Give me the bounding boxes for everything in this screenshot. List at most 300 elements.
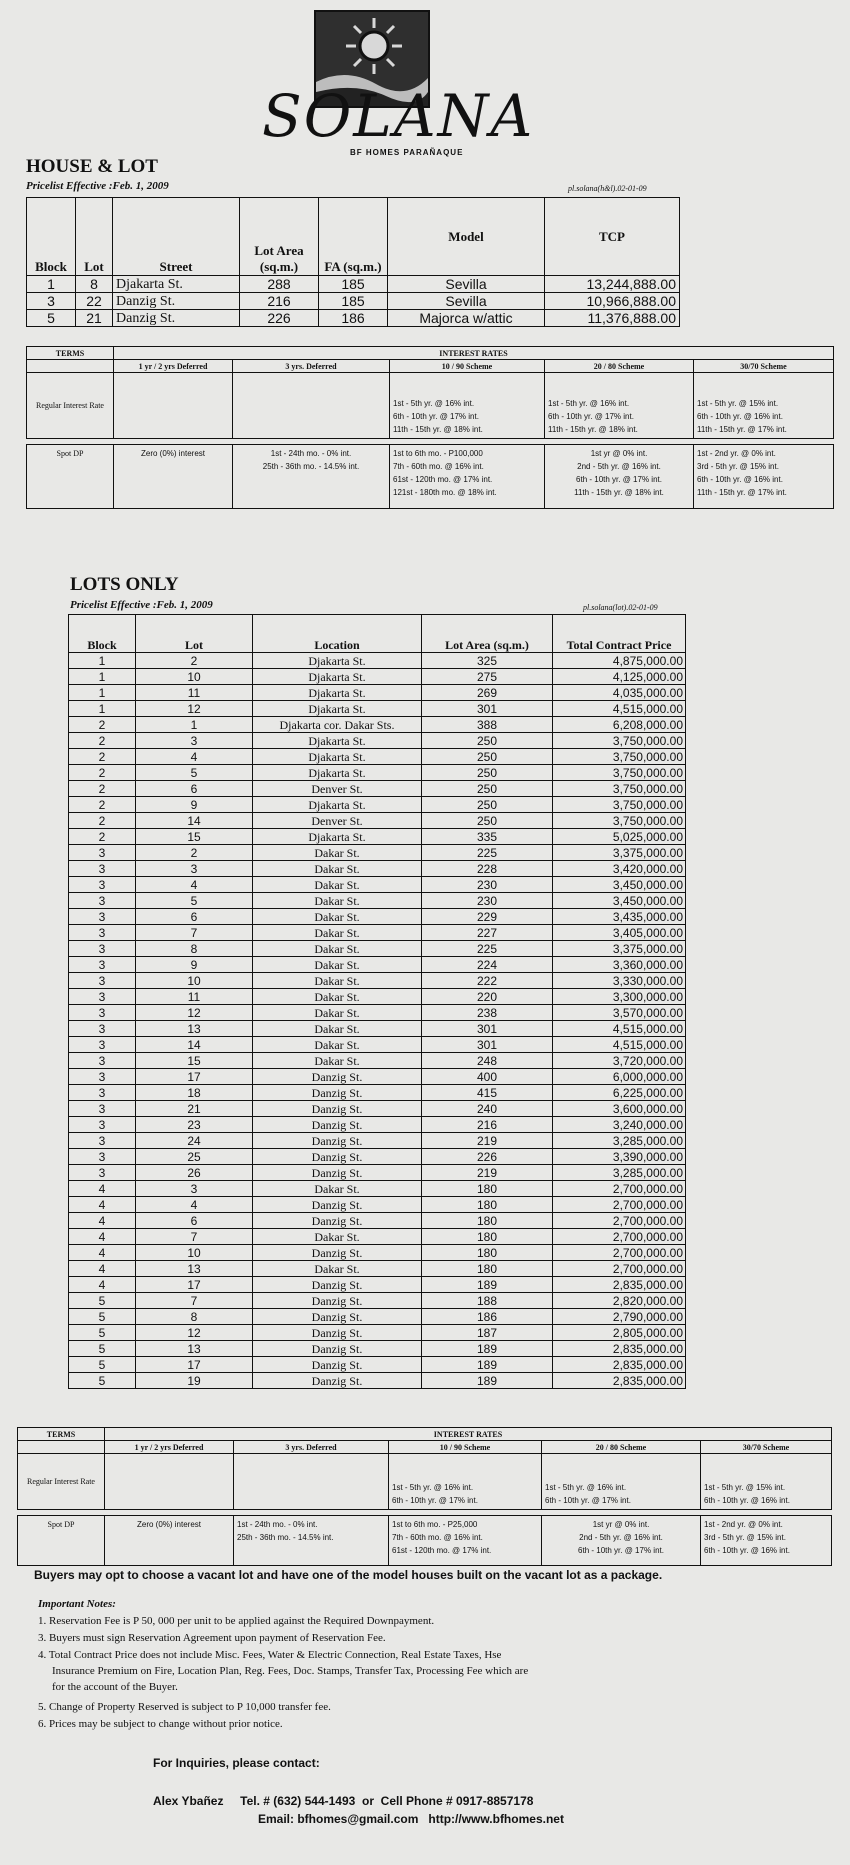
block-cell: 1 — [69, 701, 136, 717]
location-cell: Djakarta St. — [253, 733, 422, 749]
block-cell: 4 — [69, 1261, 136, 1277]
lot-row — [69, 1341, 686, 1357]
lot-area-cell: 180 — [422, 1213, 553, 1229]
col-30-70-scheme: 30/70 Scheme — [701, 1441, 832, 1454]
location-cell: Denver St. — [253, 813, 422, 829]
lot-cell: 19 — [136, 1373, 253, 1389]
street-cell: Djakarta St. — [113, 276, 240, 293]
col-3yrs-deferred: 3 yrs. Deferred — [234, 1441, 389, 1454]
lot-row — [69, 749, 686, 765]
price-cell: 6,208,000.00 — [553, 717, 686, 733]
house-lot-title: HOUSE & LOT — [26, 156, 158, 177]
block-cell: 5 — [69, 1341, 136, 1357]
location-cell: Dakar St. — [253, 957, 422, 973]
spot-dp-label: Spot DP — [27, 445, 114, 509]
location-cell: Danzig St. — [253, 1357, 422, 1373]
col-location: Location — [253, 615, 422, 653]
lot-row — [69, 1021, 686, 1037]
location-cell: Denver St. — [253, 781, 422, 797]
lot-row — [69, 909, 686, 925]
lot-cell: 7 — [136, 1229, 253, 1245]
lot-cell: 8 — [136, 1309, 253, 1325]
lot-area-cell: 335 — [422, 829, 553, 845]
lot-area-cell: 250 — [422, 733, 553, 749]
block-cell: 2 — [69, 797, 136, 813]
block-cell: 3 — [69, 1149, 136, 1165]
regular-interest-label: Regular Interest Rate — [27, 373, 114, 439]
lot-row — [69, 669, 686, 685]
col-10-90-scheme: 10 / 90 Scheme — [390, 360, 545, 373]
price-cell: 3,750,000.00 — [553, 765, 686, 781]
spot-cell: Zero (0%) interest — [105, 1516, 234, 1566]
block-cell: 4 — [69, 1181, 136, 1197]
lot-row — [69, 861, 686, 877]
lot-area-cell: 230 — [422, 877, 553, 893]
lot-area-cell: 229 — [422, 909, 553, 925]
lots-only-title: LOTS ONLY — [70, 574, 179, 595]
lot-cell: 21 — [136, 1101, 253, 1117]
block-cell: 2 — [69, 829, 136, 845]
price-cell: 3,450,000.00 — [553, 877, 686, 893]
lot-row — [69, 1357, 686, 1373]
regular-cell: 1st - 5th yr. @ 16% int. 6th - 10th yr. @ 17% int. — [389, 1454, 542, 1510]
block-cell: 3 — [27, 293, 76, 310]
note-item: for the account of the Buyer. — [52, 1681, 178, 1693]
lot-row — [69, 1325, 686, 1341]
col-20-80-scheme: 20 / 80 Scheme — [542, 1441, 701, 1454]
block-cell: 2 — [69, 717, 136, 733]
block-cell: 3 — [69, 1037, 136, 1053]
block-cell: 3 — [69, 1021, 136, 1037]
lot-row — [69, 941, 686, 957]
lot-row — [69, 1261, 686, 1277]
tcp-cell: 13,244,888.00 — [545, 276, 680, 293]
price-cell: 2,835,000.00 — [553, 1341, 686, 1357]
price-cell: 2,820,000.00 — [553, 1293, 686, 1309]
terms-table-lots — [17, 1427, 832, 1566]
lot-area-cell: 388 — [422, 717, 553, 733]
spot-cell: 1st - 24th mo. - 0% int. 25th - 36th mo. - 14.5% int. — [234, 1516, 389, 1566]
location-cell: Dakar St. — [253, 845, 422, 861]
col-block: Block — [27, 198, 76, 276]
location-cell: Dakar St. — [253, 1181, 422, 1197]
location-cell: Dakar St. — [253, 925, 422, 941]
logo-subtitle: BF HOMES PARAÑAQUE — [350, 148, 464, 157]
lot-row — [69, 717, 686, 733]
price-cell: 2,700,000.00 — [553, 1245, 686, 1261]
lot-cell: 24 — [136, 1133, 253, 1149]
lot-row — [69, 797, 686, 813]
lot-cell: 1 — [136, 717, 253, 733]
location-cell: Djakarta St. — [253, 701, 422, 717]
lot-cell: 12 — [136, 1325, 253, 1341]
lot-row — [69, 1117, 686, 1133]
lot-row — [69, 1181, 686, 1197]
note-item: 3. Buyers must sign Reservation Agreement upon payment of Reservation Fee. — [38, 1632, 386, 1644]
block-cell: 3 — [69, 973, 136, 989]
location-cell: Dakar St. — [253, 1229, 422, 1245]
block-cell: 1 — [69, 669, 136, 685]
lot-area-cell: 187 — [422, 1325, 553, 1341]
lot-cell: 5 — [136, 893, 253, 909]
note-item: Insurance Premium on Fire, Location Plan, Reg. Fees, Doc. Stamps, Transfer Tax, Processing Fee which are — [52, 1665, 529, 1677]
location-cell: Dakar St. — [253, 893, 422, 909]
lot-cell: 4 — [136, 1197, 253, 1213]
location-cell: Dakar St. — [253, 1261, 422, 1277]
price-cell: 3,750,000.00 — [553, 781, 686, 797]
lots-only-ref-code: pl.solana(lot).02-01-09 — [583, 603, 658, 612]
col-30-70-scheme: 30/70 Scheme — [694, 360, 834, 373]
lot-area-cell: 189 — [422, 1341, 553, 1357]
block-cell: 3 — [69, 1069, 136, 1085]
price-cell: 5,025,000.00 — [553, 829, 686, 845]
location-cell: Danzig St. — [253, 1197, 422, 1213]
regular-interest-row — [27, 373, 834, 439]
model-cell: Sevilla — [388, 276, 545, 293]
lot-row — [69, 701, 686, 717]
col-model: Model — [388, 198, 545, 276]
tcp-cell: 10,966,888.00 — [545, 293, 680, 310]
price-cell: 2,835,000.00 — [553, 1357, 686, 1373]
location-cell: Danzig St. — [253, 1133, 422, 1149]
price-cell: 3,750,000.00 — [553, 733, 686, 749]
col-lot-area: Lot Area (sq.m.) — [422, 615, 553, 653]
lot-area-cell: 400 — [422, 1069, 553, 1085]
lot-area-cell: 301 — [422, 1021, 553, 1037]
price-cell: 3,375,000.00 — [553, 941, 686, 957]
regular-cell: 1st - 5th yr. @ 16% int. 6th - 10th yr. @ 17% int. 11th - 15th yr. @ 18% int. — [390, 373, 545, 439]
regular-cell: 1st - 5th yr. @ 16% int. 6th - 10th yr. @ 17% int. — [542, 1454, 701, 1510]
price-cell: 3,285,000.00 — [553, 1133, 686, 1149]
block-cell: 3 — [69, 1053, 136, 1069]
lot-area-cell: 227 — [422, 925, 553, 941]
lot-area-cell: 325 — [422, 653, 553, 669]
lot-area-cell: 301 — [422, 1037, 553, 1053]
col-lot-area: Lot Area (sq.m.) — [240, 198, 319, 276]
contact-email-line: Email: bfhomes@gmail.com http://www.bfhomes.net — [258, 1812, 564, 1826]
lot-cell: 13 — [136, 1261, 253, 1277]
lot-area-cell: 180 — [422, 1245, 553, 1261]
block-cell: 3 — [69, 1165, 136, 1181]
col-1-2yrs-deferred: 1 yr / 2 yrs Deferred — [114, 360, 233, 373]
lot-cell: 12 — [136, 701, 253, 717]
lot-cell: 9 — [136, 797, 253, 813]
price-cell: 3,435,000.00 — [553, 909, 686, 925]
lot-area-cell: 216 — [422, 1117, 553, 1133]
lot-row — [69, 1165, 686, 1181]
lot-cell: 13 — [136, 1341, 253, 1357]
block-cell: 1 — [69, 685, 136, 701]
spot-cell: 1st - 2nd yr. @ 0% int. 3rd - 5th yr. @ 15% int. 6th - 10th yr. @ 16% int. 11th - 15th yr. @ 17% int. — [694, 445, 834, 509]
interest-rates-label: INTEREST RATES — [114, 347, 834, 360]
block-cell: 5 — [69, 1293, 136, 1309]
fa-cell: 185 — [319, 293, 388, 310]
package-note: Buyers may opt to choose a vacant lot and have one of the model houses built on the vacant lot as a package. — [34, 1568, 663, 1582]
lot-area-cell: 238 — [422, 1005, 553, 1021]
col-1-2yrs-deferred: 1 yr / 2 yrs Deferred — [105, 1441, 234, 1454]
location-cell: Dakar St. — [253, 941, 422, 957]
price-cell: 3,420,000.00 — [553, 861, 686, 877]
lot-row — [69, 781, 686, 797]
price-cell: 2,700,000.00 — [553, 1229, 686, 1245]
street-cell: Danzig St. — [113, 310, 240, 327]
lot-cell: 22 — [76, 293, 113, 310]
lot-area-cell: 228 — [422, 861, 553, 877]
block-cell: 3 — [69, 893, 136, 909]
lot-area-cell: 186 — [422, 1309, 553, 1325]
price-cell: 3,240,000.00 — [553, 1117, 686, 1133]
price-cell: 3,285,000.00 — [553, 1165, 686, 1181]
block-cell: 5 — [69, 1373, 136, 1389]
price-cell: 3,450,000.00 — [553, 893, 686, 909]
price-cell: 2,700,000.00 — [553, 1213, 686, 1229]
lot-area-cell: 180 — [422, 1261, 553, 1277]
location-cell: Dakar St. — [253, 909, 422, 925]
location-cell: Dakar St. — [253, 989, 422, 1005]
lot-cell: 14 — [136, 1037, 253, 1053]
location-cell: Danzig St. — [253, 1373, 422, 1389]
lot-row — [69, 813, 686, 829]
lot-row — [69, 1005, 686, 1021]
lot-area-cell: 222 — [422, 973, 553, 989]
lot-area-cell: 415 — [422, 1085, 553, 1101]
location-cell: Danzig St. — [253, 1085, 422, 1101]
block-cell: 4 — [69, 1229, 136, 1245]
lot-cell: 15 — [136, 829, 253, 845]
model-cell: Sevilla — [388, 293, 545, 310]
lot-cell: 18 — [136, 1085, 253, 1101]
lot-row — [69, 1053, 686, 1069]
price-cell: 3,720,000.00 — [553, 1053, 686, 1069]
price-cell: 3,750,000.00 — [553, 813, 686, 829]
price-cell: 3,390,000.00 — [553, 1149, 686, 1165]
block-cell: 4 — [69, 1197, 136, 1213]
lot-cell: 8 — [76, 276, 113, 293]
interest-rates-label: INTEREST RATES — [105, 1428, 832, 1441]
block-cell: 5 — [69, 1309, 136, 1325]
lot-row — [69, 733, 686, 749]
terms-label: TERMS — [27, 347, 114, 360]
lot-row — [69, 1133, 686, 1149]
lot-cell: 17 — [136, 1357, 253, 1373]
house-lot-table — [26, 197, 680, 327]
lot-cell: 10 — [136, 1245, 253, 1261]
lot-cell: 5 — [136, 765, 253, 781]
lot-area-cell: 220 — [422, 989, 553, 1005]
block-cell: 3 — [69, 845, 136, 861]
note-item: 4. Total Contract Price does not include Misc. Fees, Water & Electric Connection, Real Estate Taxes, Hse — [38, 1649, 502, 1661]
price-cell: 3,570,000.00 — [553, 1005, 686, 1021]
price-cell: 2,700,000.00 — [553, 1261, 686, 1277]
important-notes-title: Important Notes: — [38, 1598, 116, 1610]
lot-area-cell: 250 — [422, 781, 553, 797]
location-cell: Danzig St. — [253, 1101, 422, 1117]
lot-row — [69, 1085, 686, 1101]
street-cell: Danzig St. — [113, 293, 240, 310]
price-cell: 2,700,000.00 — [553, 1197, 686, 1213]
location-cell: Dakar St. — [253, 1005, 422, 1021]
lots-header-row — [69, 615, 686, 653]
fa-cell: 185 — [319, 276, 388, 293]
lot-area-cell: 189 — [422, 1277, 553, 1293]
location-cell: Dakar St. — [253, 973, 422, 989]
price-cell: 3,750,000.00 — [553, 797, 686, 813]
block-cell: 3 — [69, 877, 136, 893]
block-cell: 3 — [69, 1101, 136, 1117]
price-cell: 3,300,000.00 — [553, 989, 686, 1005]
lot-cell: 6 — [136, 781, 253, 797]
location-cell: Djakarta St. — [253, 749, 422, 765]
lot-cell: 17 — [136, 1069, 253, 1085]
lot-row — [69, 1229, 686, 1245]
location-cell: Djakarta St. — [253, 797, 422, 813]
tcp-cell: 11,376,888.00 — [545, 310, 680, 327]
lot-area-cell: 226 — [240, 310, 319, 327]
lot-cell: 10 — [136, 973, 253, 989]
location-cell: Dakar St. — [253, 1037, 422, 1053]
price-cell: 4,125,000.00 — [553, 669, 686, 685]
regular-interest-row — [18, 1454, 832, 1510]
col-lot: Lot — [76, 198, 113, 276]
logo-wordmark: SOLANA — [262, 82, 535, 150]
lot-area-cell: 248 — [422, 1053, 553, 1069]
price-cell: 3,750,000.00 — [553, 749, 686, 765]
lot-row — [69, 1149, 686, 1165]
house-lot-row — [27, 293, 680, 310]
lot-row — [69, 989, 686, 1005]
price-cell: 2,790,000.00 — [553, 1309, 686, 1325]
lot-area-cell: 180 — [422, 1181, 553, 1197]
price-cell: 4,875,000.00 — [553, 653, 686, 669]
lot-cell: 11 — [136, 989, 253, 1005]
lot-area-cell: 269 — [422, 685, 553, 701]
lot-cell: 4 — [136, 877, 253, 893]
lot-area-cell: 224 — [422, 957, 553, 973]
block-cell: 3 — [69, 925, 136, 941]
lot-row — [69, 925, 686, 941]
location-cell: Danzig St. — [253, 1341, 422, 1357]
note-item: 5. Change of Property Reserved is subject to P 10,000 transfer fee. — [38, 1701, 331, 1713]
lot-cell: 6 — [136, 909, 253, 925]
spot-dp-row — [27, 445, 834, 509]
location-cell: Danzig St. — [253, 1069, 422, 1085]
col-3yrs-deferred: 3 yrs. Deferred — [233, 360, 390, 373]
lot-row — [69, 973, 686, 989]
lot-row — [69, 893, 686, 909]
location-cell: Danzig St. — [253, 1309, 422, 1325]
lot-row — [69, 1245, 686, 1261]
spot-cell: 1st yr @ 0% int. 2nd - 5th yr. @ 16% int. 6th - 10th yr. @ 17% int. — [542, 1516, 701, 1566]
terms-table-house-lot — [26, 346, 834, 509]
lot-area-cell: 288 — [240, 276, 319, 293]
price-cell: 3,405,000.00 — [553, 925, 686, 941]
lot-area-cell: 180 — [422, 1197, 553, 1213]
lot-row — [69, 829, 686, 845]
lot-area-cell: 301 — [422, 701, 553, 717]
location-cell: Dakar St. — [253, 877, 422, 893]
spot-cell: 1st - 24th mo. - 0% int. 25th - 36th mo. - 14.5% int. — [233, 445, 390, 509]
lot-row — [69, 1037, 686, 1053]
lot-row — [69, 957, 686, 973]
location-cell: Djakarta St. — [253, 669, 422, 685]
lot-cell: 2 — [136, 653, 253, 669]
lot-cell: 21 — [76, 310, 113, 327]
price-cell: 3,600,000.00 — [553, 1101, 686, 1117]
price-cell: 3,375,000.00 — [553, 845, 686, 861]
location-cell: Djakarta cor. Dakar Sts. — [253, 717, 422, 733]
regular-cell — [114, 373, 233, 439]
lot-area-cell: 219 — [422, 1165, 553, 1181]
fa-cell: 186 — [319, 310, 388, 327]
lot-area-cell: 250 — [422, 765, 553, 781]
lot-cell: 7 — [136, 1293, 253, 1309]
note-item: 6. Prices may be subject to change without prior notice. — [38, 1718, 283, 1730]
lot-cell: 25 — [136, 1149, 253, 1165]
spot-cell: Zero (0%) interest — [114, 445, 233, 509]
spot-dp-row — [18, 1516, 832, 1566]
lot-area-cell: 250 — [422, 797, 553, 813]
model-cell: Majorca w/attic — [388, 310, 545, 327]
lot-row — [69, 1213, 686, 1229]
price-cell: 3,330,000.00 — [553, 973, 686, 989]
lot-cell: 3 — [136, 733, 253, 749]
regular-cell — [234, 1454, 389, 1510]
lot-row — [69, 1293, 686, 1309]
lot-area-cell: 219 — [422, 1133, 553, 1149]
block-cell: 4 — [69, 1213, 136, 1229]
col-tcp: TCP — [545, 198, 680, 276]
location-cell: Dakar St. — [253, 1021, 422, 1037]
lot-cell: 15 — [136, 1053, 253, 1069]
lot-area-cell: 189 — [422, 1357, 553, 1373]
lot-cell: 3 — [136, 861, 253, 877]
block-cell: 3 — [69, 1085, 136, 1101]
block-cell: 4 — [69, 1277, 136, 1293]
lot-cell: 10 — [136, 669, 253, 685]
terms-label: TERMS — [18, 1428, 105, 1441]
regular-cell: 1st - 5th yr. @ 15% int. 6th - 10th yr. @ 16% int. 11th - 15th yr. @ 17% int. — [694, 373, 834, 439]
lot-area-cell: 275 — [422, 669, 553, 685]
price-cell: 6,225,000.00 — [553, 1085, 686, 1101]
lot-row — [69, 1197, 686, 1213]
lot-area-cell: 230 — [422, 893, 553, 909]
block-cell: 2 — [69, 765, 136, 781]
location-cell: Danzig St. — [253, 1165, 422, 1181]
price-cell: 6,000,000.00 — [553, 1069, 686, 1085]
lot-cell: 9 — [136, 957, 253, 973]
lot-cell: 17 — [136, 1277, 253, 1293]
location-cell: Danzig St. — [253, 1245, 422, 1261]
lot-row — [69, 1309, 686, 1325]
location-cell: Danzig St. — [253, 1325, 422, 1341]
lots-only-effective-date: Pricelist Effective :Feb. 1, 2009 — [70, 599, 213, 611]
lot-cell: 6 — [136, 1213, 253, 1229]
block-cell: 3 — [69, 941, 136, 957]
lot-cell: 2 — [136, 845, 253, 861]
price-cell: 4,515,000.00 — [553, 701, 686, 717]
block-cell: 2 — [69, 733, 136, 749]
lot-row — [69, 1373, 686, 1389]
house-lot-ref-code: pl.solana(h&l).02-01-09 — [568, 184, 647, 193]
lot-row — [69, 653, 686, 669]
lot-area-cell: 250 — [422, 749, 553, 765]
price-cell: 2,700,000.00 — [553, 1181, 686, 1197]
lot-area-cell: 225 — [422, 845, 553, 861]
lot-area-cell: 188 — [422, 1293, 553, 1309]
block-cell: 3 — [69, 1117, 136, 1133]
block-cell: 3 — [69, 1133, 136, 1149]
lot-area-cell: 216 — [240, 293, 319, 310]
